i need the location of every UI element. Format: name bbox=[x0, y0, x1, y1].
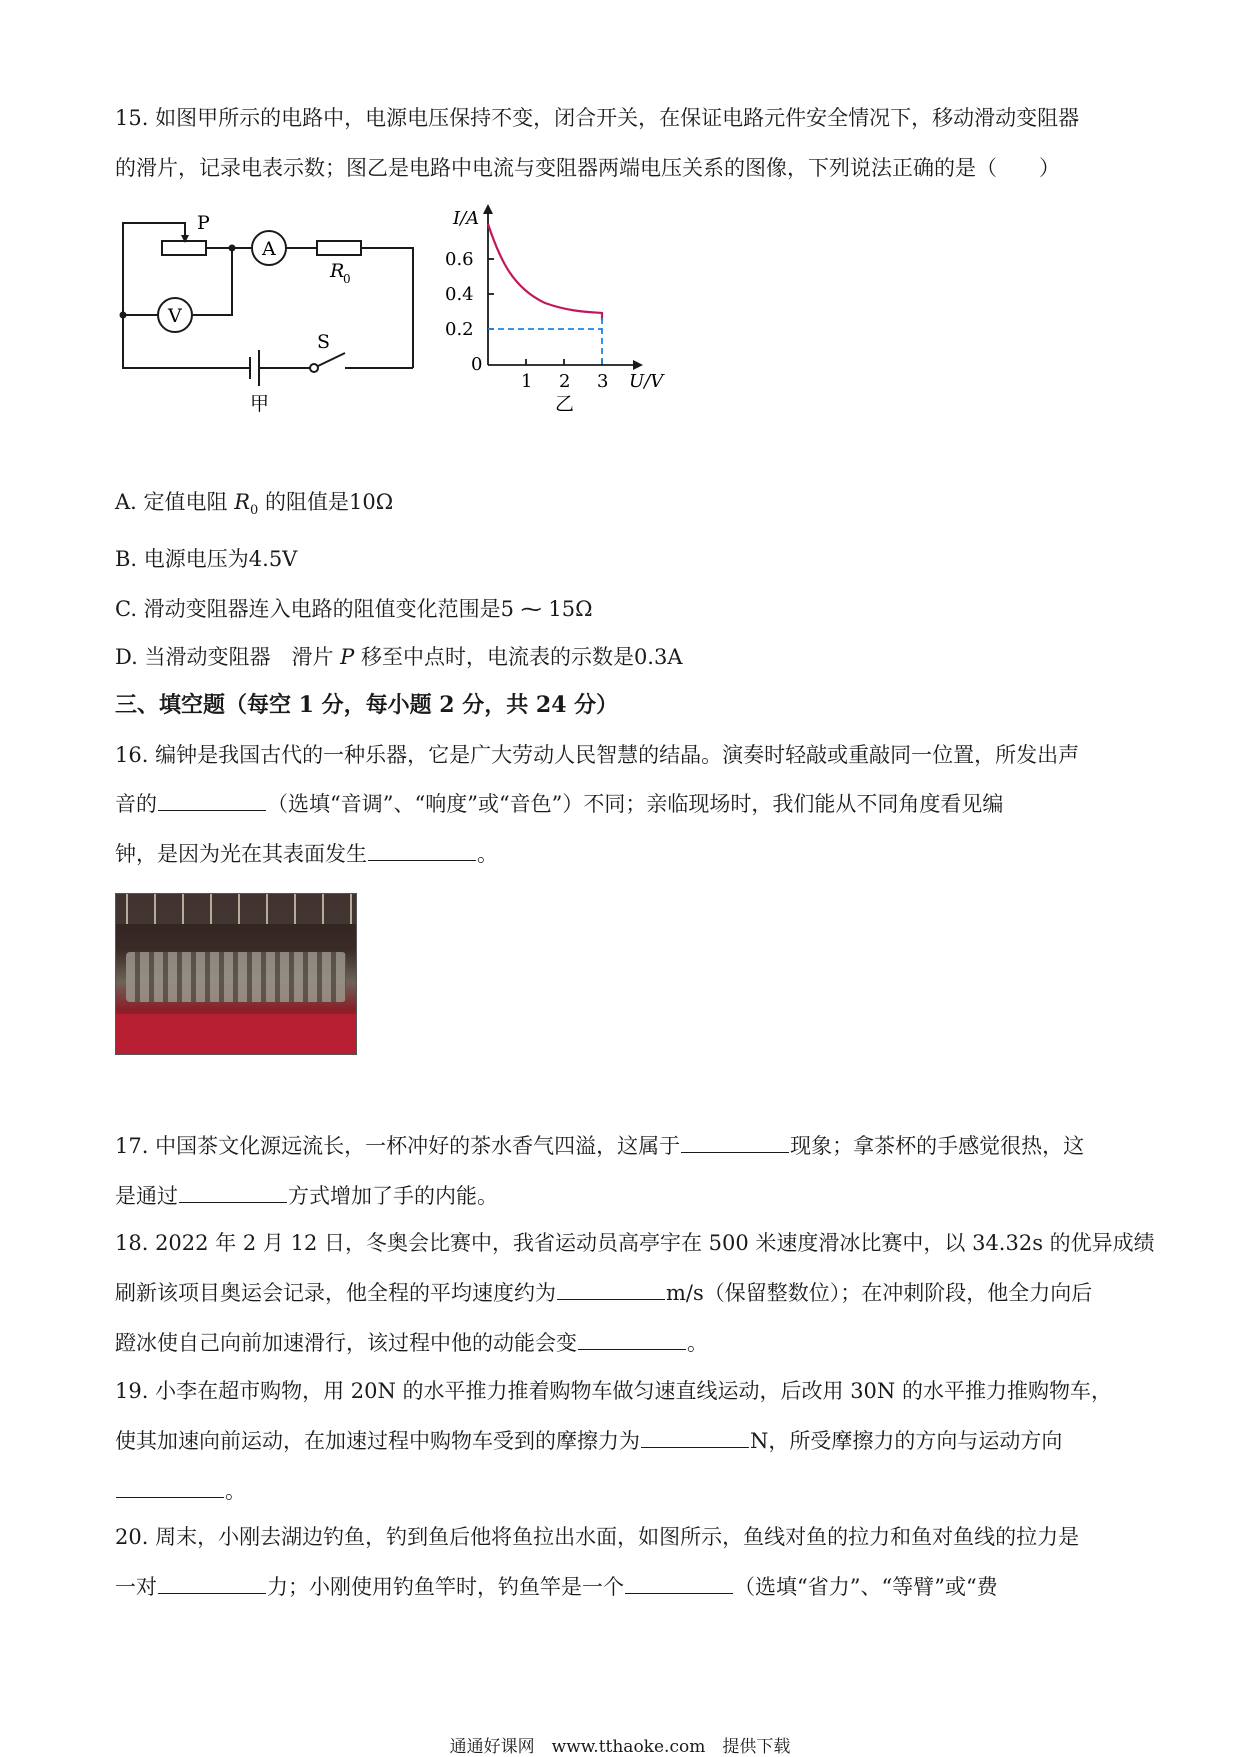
answer-blank[interactable] bbox=[681, 1132, 789, 1153]
q19-line1: 19. 小李在超市购物，用 20N 的水平推力推着购物车做匀速直线运动，后改用 30N 的水平推力推购物车， bbox=[115, 1379, 1112, 1403]
q18-line2: 刷新该项目奥运会记录，他全程的平均速度约为 m/s（保留整数位）；在冲刺阶段，他全力向后 bbox=[115, 1281, 1093, 1305]
option-b: B. 电源电压为4.5V bbox=[115, 547, 298, 571]
current-voltage-graph bbox=[445, 200, 685, 415]
q16-line3: 钟，是因为光在其表面发生 。 bbox=[115, 842, 498, 866]
answer-blank[interactable] bbox=[158, 790, 266, 811]
y-axis-label: I/A bbox=[453, 208, 480, 229]
x-axis-label: U/V bbox=[629, 371, 664, 392]
x-axis-arrow bbox=[633, 360, 643, 370]
resistor-subscript: 0 bbox=[343, 272, 351, 286]
slider-label: P bbox=[197, 212, 210, 234]
origin-label: 0 bbox=[471, 354, 483, 375]
answer-blank[interactable] bbox=[625, 1573, 733, 1594]
q15-line1: 15. 如图甲所示的电路中，电源电压保持不变，闭合开关，在保证电路元件安全情况下，移动滑动变阻器 bbox=[115, 106, 1080, 130]
x-tick-label-1: 1 bbox=[521, 371, 533, 392]
ammeter-label: A bbox=[262, 238, 276, 260]
answer-blank[interactable] bbox=[158, 1573, 266, 1594]
graph-caption: 乙 bbox=[555, 393, 575, 415]
option-d: D. 当滑动变阻器 滑片 P 移至中点时，电流表的示数是0.3A bbox=[115, 645, 683, 669]
iu-curve bbox=[488, 224, 602, 320]
answer-blank[interactable] bbox=[179, 1182, 287, 1203]
q15-line2: 的滑片，记录电表示数；图乙是电路中电流与变阻器两端电压关系的图像，下列说法正确的是（ ） bbox=[115, 156, 1060, 180]
option-a: A. 定值电阻 $R_0$ 的阻值是10Ω bbox=[115, 490, 394, 519]
x-tick-label-3: 3 bbox=[597, 371, 609, 392]
q17-line1: 17. 中国茶文化源远流长，一杯冲好的茶水香气四溢，这属于 现象；拿茶杯的手感觉很热，这 bbox=[115, 1134, 1085, 1158]
answer-blank[interactable] bbox=[557, 1279, 665, 1300]
answer-blank[interactable] bbox=[578, 1329, 686, 1350]
q16-line2: 音的 （选填“音调”、“响度”或“音色”）不同；亲临现场时，我们能从不同角度看见编 bbox=[115, 792, 1004, 816]
bianzhong-photo bbox=[115, 893, 357, 1055]
circuit-caption: 甲 bbox=[250, 393, 270, 415]
q18-line1: 18. 2022 年 2 月 12 日，冬奥会比赛中，我省运动员高亭宇在 500 米速度滑冰比赛中，以 34.32s 的优异成绩 bbox=[115, 1231, 1155, 1255]
y-axis-arrow bbox=[483, 204, 493, 214]
answer-blank[interactable] bbox=[116, 1477, 224, 1498]
resistor-label: R bbox=[330, 260, 345, 282]
section-heading: 三、填空题（每空 1 分，每小题 2 分，共 24 分） bbox=[115, 692, 619, 718]
option-c: C. 滑动变阻器连入电路的阻值变化范围是5 ⁓ 15Ω bbox=[115, 597, 593, 621]
q19-line3: 。 bbox=[115, 1477, 246, 1505]
circuit-diagram bbox=[105, 205, 435, 415]
switch-label: S bbox=[317, 331, 331, 353]
q18-line3: 蹬冰使自己向前加速滑行，该过程中他的动能会变 。 bbox=[115, 1331, 708, 1355]
answer-blank[interactable] bbox=[641, 1427, 749, 1448]
q20-line1: 20. 周末，小刚去湖边钓鱼，钓到鱼后他将鱼拉出水面，如图所示，鱼线对鱼的拉力和鱼对鱼线的拉力是 bbox=[115, 1525, 1080, 1549]
q16-line1: 16. 编钟是我国古代的一种乐器，它是广大劳动人民智慧的结晶。演奏时轻敲或重敲同一位置，所发出声 bbox=[115, 743, 1080, 767]
resistor-icon bbox=[317, 241, 361, 255]
y-tick-label-0.4: 0.4 bbox=[445, 284, 474, 305]
page-footer: 通通好课网 www.tthaoke.com 提供下载 bbox=[449, 1737, 791, 1757]
y-tick-label-0.2: 0.2 bbox=[445, 319, 474, 340]
voltmeter-label: V bbox=[168, 305, 182, 327]
x-tick-label-2: 2 bbox=[559, 371, 571, 392]
q20-line2: 一对 力；小刚使用钓鱼竿时，钓鱼竿是一个 （选填“省力”、“等臂”或“费 bbox=[115, 1575, 998, 1599]
y-tick-label-0.6: 0.6 bbox=[445, 249, 474, 270]
q17-line2: 是通过 方式增加了手的内能。 bbox=[115, 1184, 498, 1208]
q19-line2: 使其加速向前运动，在加速过程中购物车受到的摩擦力为 N，所受摩擦力的方向与运动方向 bbox=[115, 1429, 1063, 1453]
answer-blank[interactable] bbox=[368, 840, 476, 861]
rheostat-icon bbox=[162, 241, 206, 255]
